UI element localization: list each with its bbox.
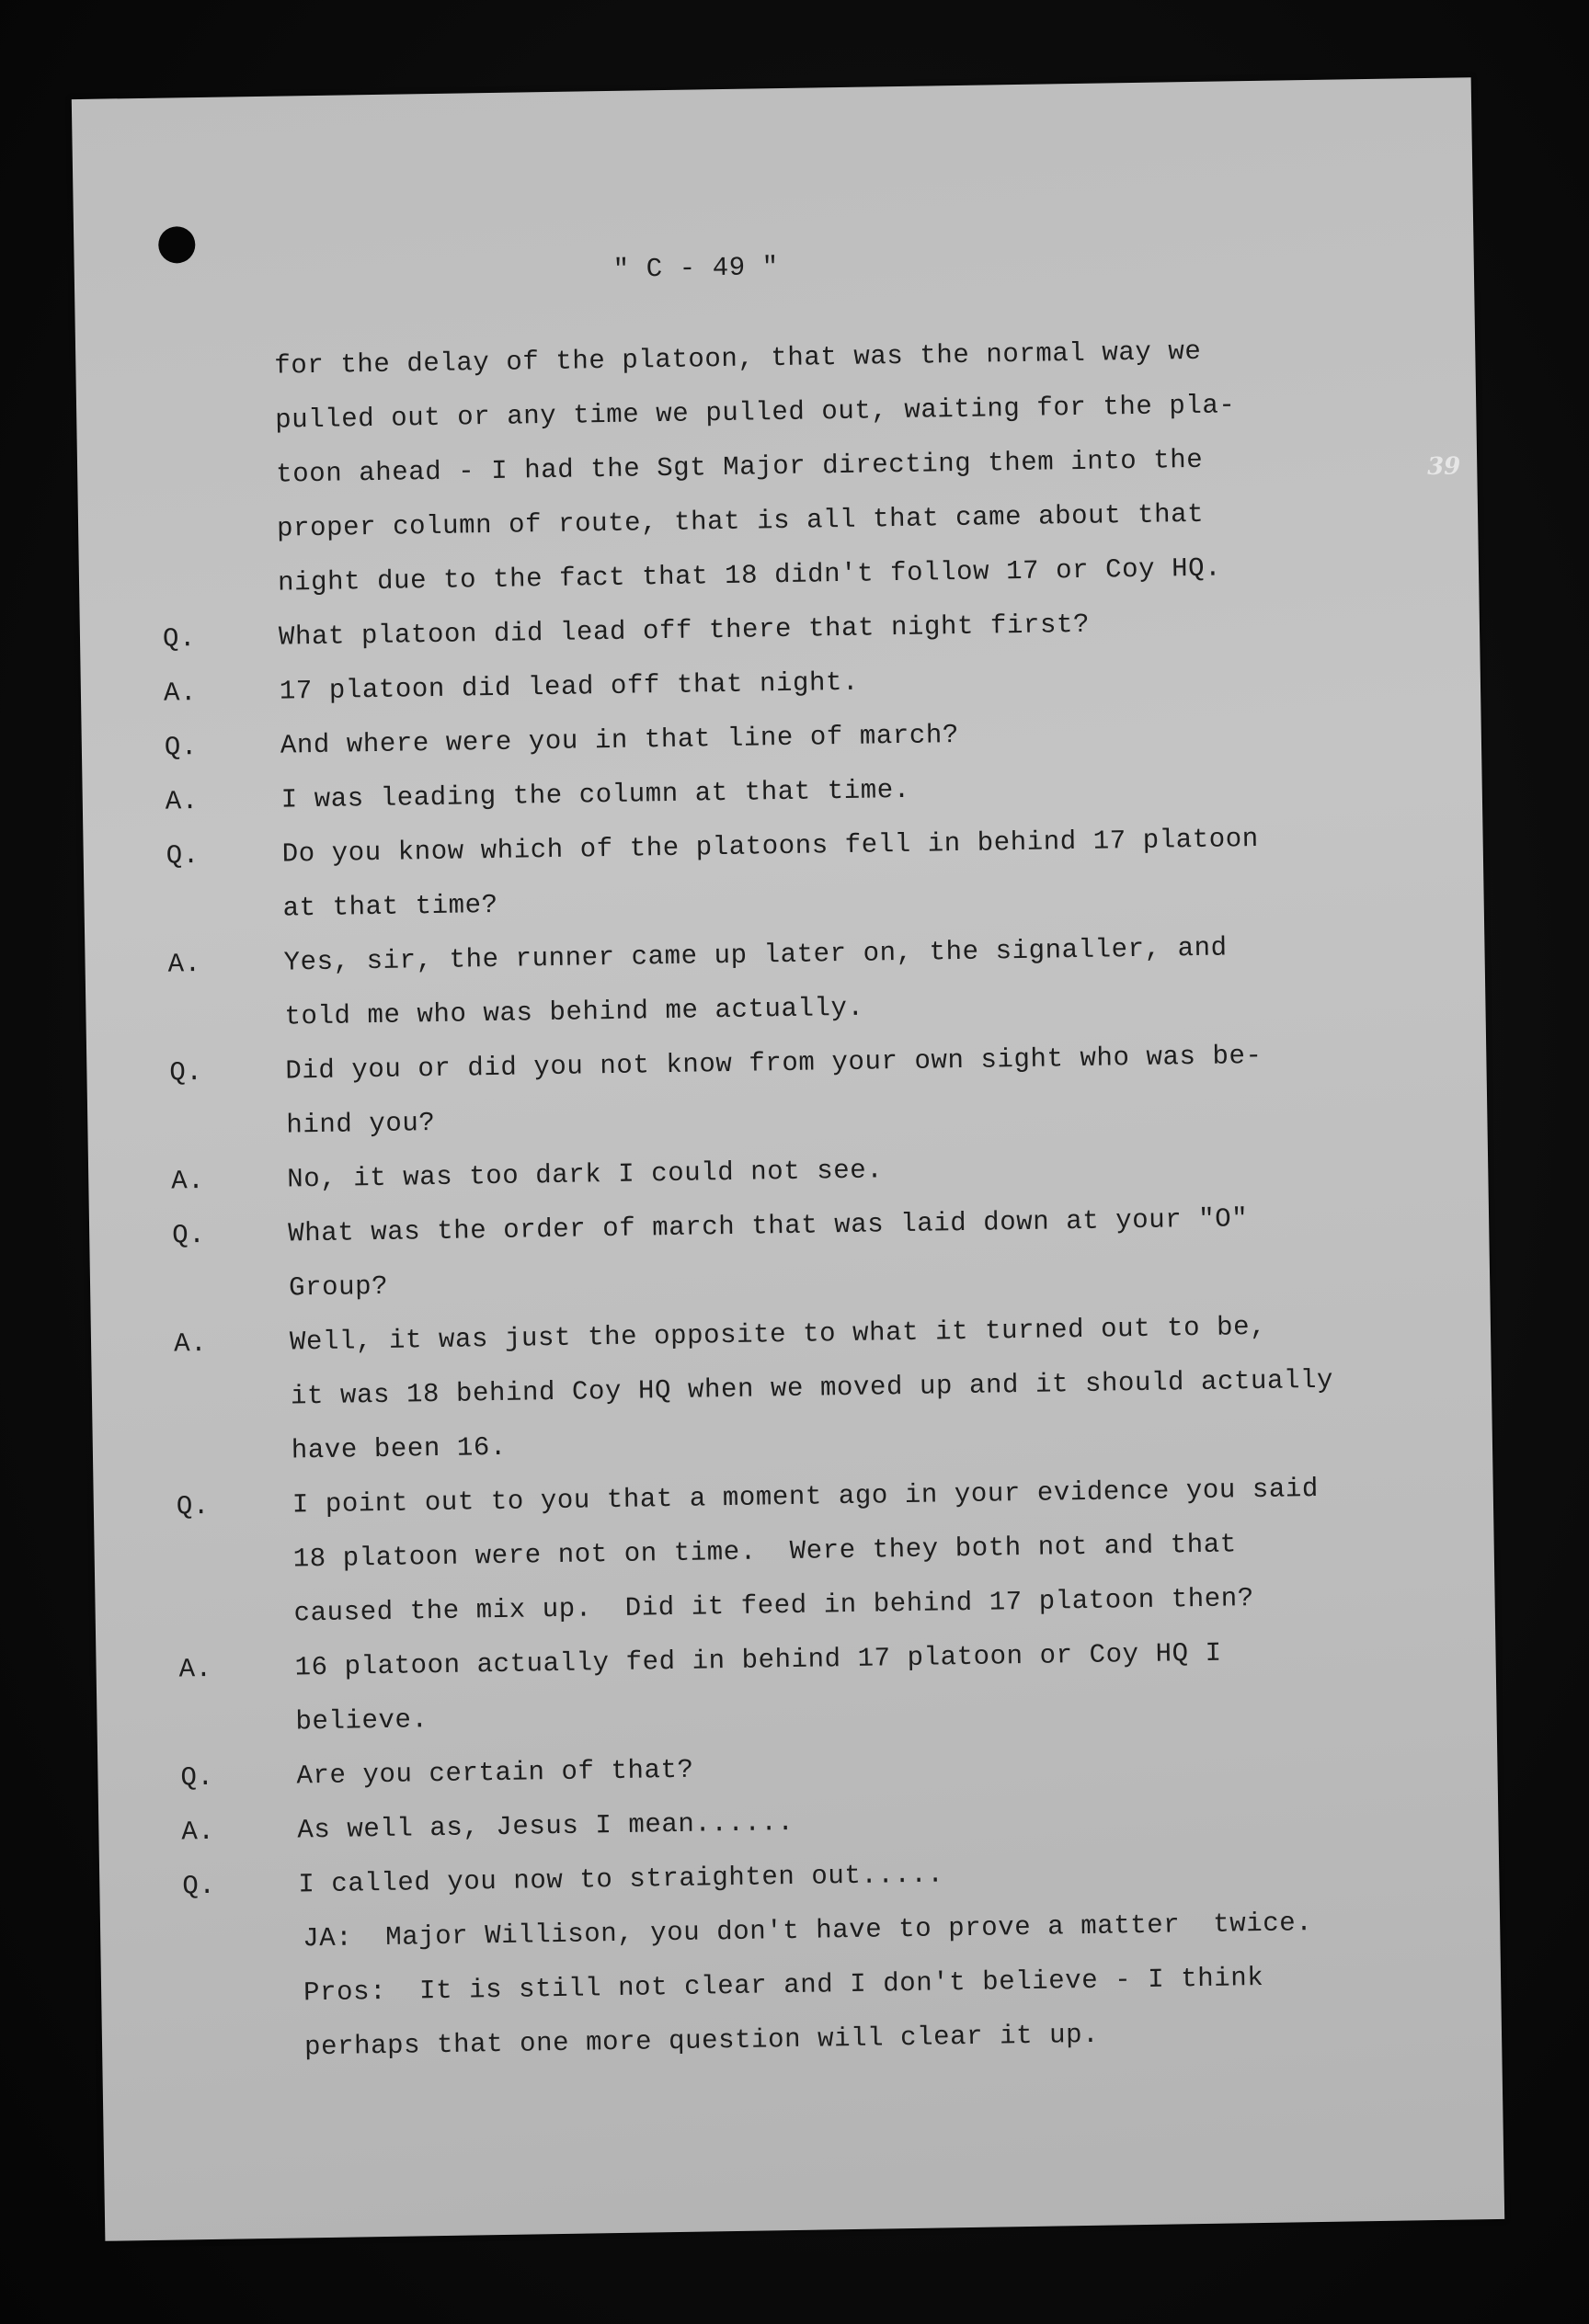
qa-label: Q. — [176, 1490, 211, 1522]
line-text: No, it was too dark I could not see. — [287, 1155, 884, 1195]
line-text: it was 18 behind Coy HQ when we moved up and it should actually — [290, 1364, 1334, 1412]
line-text: at that time? — [282, 889, 498, 924]
line-text: Yes, sir, the runner came up later on, the signaller, and — [283, 932, 1228, 978]
qa-label: Q. — [182, 1870, 216, 1902]
line-text: proper column of route, that is all that came about that — [276, 498, 1205, 544]
line-text: Pros: It is still not clear and I don't believe - I think — [303, 1962, 1264, 2009]
line-text: pulled out or any time we pulled out, waiting for the pla- — [275, 390, 1236, 436]
line-text: What platoon did lead off there that night first? — [278, 609, 1091, 653]
page-number: " C - 49 " — [612, 252, 780, 285]
qa-label: Q. — [169, 1056, 203, 1088]
qa-label: A. — [178, 1653, 212, 1685]
line-text: As well as, Jesus I mean...... — [297, 1806, 794, 1846]
line-text: have been 16. — [291, 1431, 508, 1466]
line-text: Did you or did you not know from your own sight who was be- — [285, 1040, 1263, 1087]
qa-label: A. — [181, 1816, 215, 1848]
line-text: night due to the fact that 18 didn't follow 17 or Coy HQ. — [277, 553, 1222, 598]
line-text: perhaps that one more question will clear it up. — [303, 2019, 1100, 2063]
qa-label: Q. — [180, 1761, 214, 1794]
line-text: I called you now to straighten out..... — [298, 1859, 944, 1900]
line-text: What was the order of march that was laid down at your "O" — [287, 1203, 1249, 1249]
line-text: I point out to you that a moment ago in your evidence you said — [292, 1473, 1320, 1521]
line-text: hind you? — [286, 1108, 436, 1141]
line-text: caused the mix up. Did it feed in behind 17 platoon then? — [293, 1583, 1254, 1629]
line-text: for the delay of the platoon, that was the normal way we — [274, 336, 1202, 382]
qa-label: A. — [165, 786, 200, 817]
line-text: 18 platoon were not on time. Were they both not and that — [292, 1529, 1238, 1575]
line-text: 16 platoon actually fed in behind 17 platoon or Coy HQ I — [294, 1637, 1222, 1683]
qa-label: A. — [173, 1327, 208, 1360]
line-text: Group? — [288, 1270, 389, 1304]
qa-label: A. — [171, 1165, 205, 1197]
typed-content — [72, 77, 1504, 2241]
transcript — [158, 321, 1435, 2076]
qa-label: A. — [163, 678, 198, 709]
line-text: JA: Major Willison, you don't have to prove a matter twice. — [302, 1908, 1313, 1954]
document-page — [72, 77, 1504, 2241]
qa-label: Q. — [162, 623, 197, 655]
line-text: 17 platoon did lead off that night. — [279, 666, 860, 707]
line-text: Are you certain of that? — [296, 1754, 694, 1792]
line-text: toon ahead - I had the Sgt Major directing them into the — [275, 444, 1204, 490]
qa-label: Q. — [164, 732, 199, 763]
qa-label: Q. — [171, 1219, 206, 1251]
margin-mark: 39 — [1426, 452, 1461, 481]
line-text: told me who was behind me actually. — [284, 992, 864, 1032]
line-text: Well, it was just the opposite to what it turned out to be, — [289, 1311, 1267, 1358]
qa-label: A. — [167, 949, 201, 980]
qa-label: Q. — [166, 840, 200, 872]
line-text: I was leading the column at that time. — [280, 774, 911, 815]
line-text: Do you know which of the platoons fell in behind 17 platoon — [281, 823, 1260, 870]
line-text: believe. — [295, 1704, 429, 1737]
line-text: And where were you in that line of march? — [280, 720, 960, 761]
